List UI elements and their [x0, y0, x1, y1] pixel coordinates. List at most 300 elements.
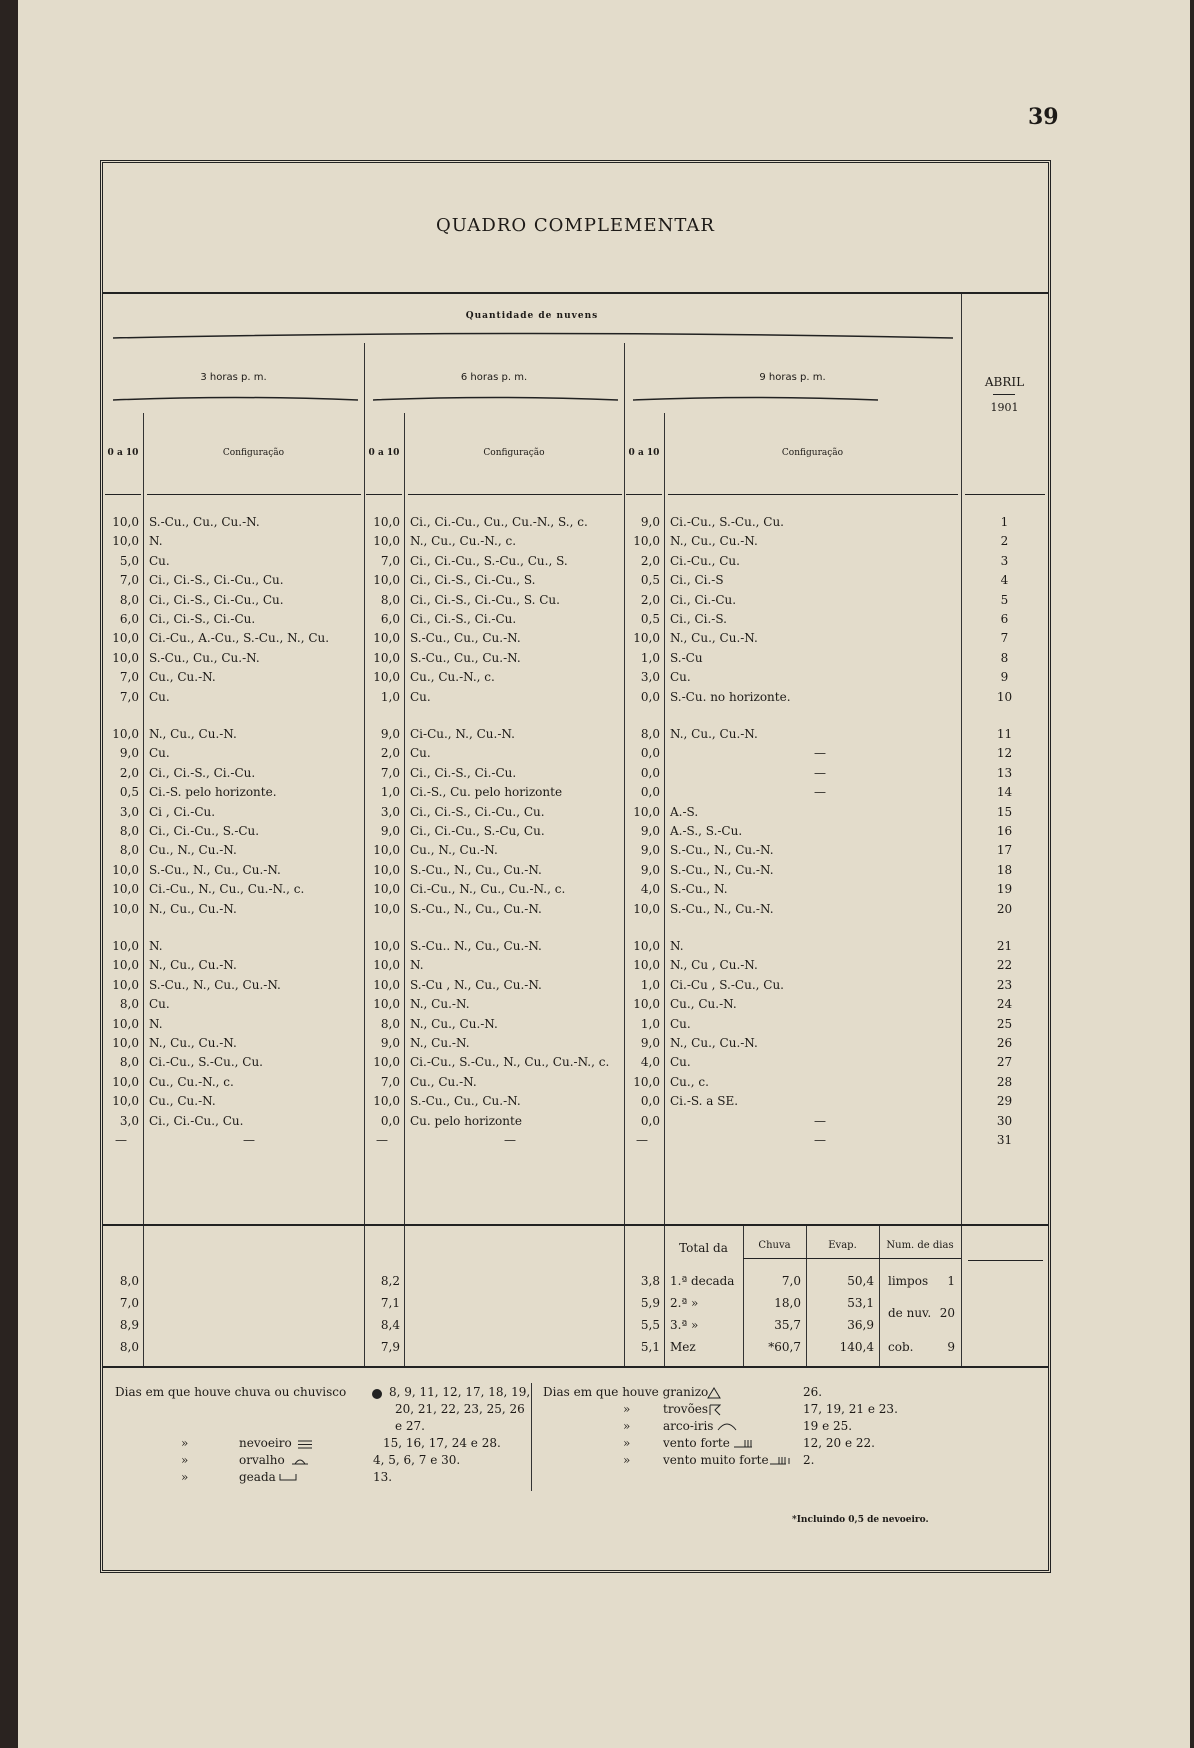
day-number: 11	[996, 727, 1013, 741]
config-6pm: Ci., Ci.-Cu., S.-Cu., Cu., S.	[410, 553, 568, 568]
period-3-underline	[633, 395, 878, 405]
scale-header-1: 0 a 10	[107, 448, 139, 458]
config-9pm: Ci.-Cu., S.-Cu., Cu.	[670, 515, 784, 529]
thunder-symbol-icon	[709, 1404, 721, 1416]
scale-header-3: 0 a 10	[628, 448, 660, 458]
config-3pm: S.-Cu., Cu., Cu.-N.	[149, 650, 260, 665]
amount-9pm: 4,0	[640, 1055, 660, 1070]
trovoes-label: trovões	[663, 1402, 709, 1416]
amount-3pm: 10,0	[112, 939, 139, 953]
config-9pm: S.-Cu., N., Cu.-N.	[670, 843, 774, 858]
day-number: 12	[996, 746, 1013, 761]
amount-9pm: 10,0	[633, 939, 660, 953]
day-number: 5	[1000, 592, 1009, 607]
chuva-days-1: 8, 9, 11, 12, 17, 18, 19,	[389, 1385, 531, 1399]
vento-forte-days: 12, 20 e 22.	[803, 1436, 875, 1450]
config-3pm: N., Cu., Cu.-N.	[149, 727, 237, 741]
amount-9pm: 0,0	[640, 765, 660, 780]
chuva-days-3: e 27.	[395, 1419, 425, 1433]
summary-evap: 140,4	[839, 1340, 874, 1354]
day-number: 10	[996, 689, 1013, 704]
config-6pm: N., Cu., Cu.-N.	[410, 1016, 498, 1031]
day-number: 21	[996, 939, 1013, 953]
config-3pm: N., Cu., Cu.-N.	[149, 1036, 237, 1050]
amount-9pm: 0,5	[640, 612, 660, 626]
day-number: 4	[1000, 573, 1009, 588]
cob-label: cob.	[888, 1340, 914, 1354]
amount-9pm: 10,0	[633, 997, 660, 1012]
amount-9pm: 9,0	[640, 1036, 660, 1050]
footnote: *Incluindo 0,5 de nevoeiro.	[792, 1515, 929, 1525]
config-3pm: Ci.-Cu., S.-Cu., Cu.	[149, 1055, 263, 1070]
summary-amount-3pm: 8,9	[119, 1318, 139, 1332]
config-3pm: Cu.	[149, 553, 170, 568]
config-3pm: Ci., Ci.-S., Ci.-Cu.	[149, 612, 256, 626]
config-3pm: Cu.	[149, 689, 170, 704]
amount-3pm: 8,0	[119, 824, 139, 838]
period-2-underline	[373, 395, 618, 405]
config-9pm: Ci.-S. a SE.	[670, 1094, 739, 1109]
day-number: 23	[996, 977, 1013, 992]
amount-3pm: 10,0	[112, 1074, 139, 1089]
config-6pm: S.-Cu., Cu., Cu.-N.	[410, 631, 521, 646]
config-6pm: Ci., Ci.-Cu., S.-Cu, Cu.	[410, 824, 545, 838]
config-9pm: Cu.	[670, 670, 691, 685]
config-9pm: —	[814, 765, 826, 780]
day-number: 28	[996, 1074, 1013, 1089]
rainbow-symbol-icon	[717, 1421, 737, 1431]
config-6pm: Ci., Ci.-S., Ci.-Cu., S. Cu.	[410, 592, 560, 607]
nevoeiro-label: nevoeiro	[239, 1436, 292, 1450]
arco-label: arco-iris	[663, 1419, 714, 1433]
amount-9pm: —	[636, 1133, 648, 1147]
month-header: ABRIL	[984, 375, 1025, 389]
config-9pm: A.-S., S.-Cu.	[670, 824, 743, 838]
amount-3pm: 10,0	[112, 958, 139, 973]
amount-6pm: 10,0	[373, 534, 400, 549]
vento-muito-days: 2.	[803, 1453, 815, 1467]
period-1-header: 3 horas p. m.	[200, 372, 267, 383]
config-3pm: S.-Cu., N., Cu., Cu.-N.	[149, 862, 281, 877]
config-6pm: Ci., Ci.-S., Ci.-Cu., S.	[410, 573, 536, 588]
granizo-days: 26.	[803, 1385, 823, 1399]
amount-9pm: 10,0	[633, 1074, 660, 1089]
ditto-3: »	[181, 1470, 189, 1484]
table-title: QUADRO COMPLEMENTAR	[436, 215, 715, 236]
amount-9pm: 9,0	[640, 824, 660, 838]
de-nuv-count: 20	[939, 1306, 955, 1320]
day-number: 6	[1000, 612, 1009, 626]
config-6pm: Ci., Ci.-S., Ci.-Cu., Cu.	[410, 804, 545, 819]
config-6pm: Cu. pelo horizonte	[410, 1113, 522, 1128]
day-number: 29	[996, 1094, 1013, 1109]
day-number: 14	[996, 785, 1013, 800]
amount-9pm: 0,0	[640, 1094, 660, 1109]
config-9pm: S.-Cu., N., Cu.-N.	[670, 862, 774, 877]
day-number: 16	[996, 824, 1013, 838]
amount-3pm: 10,0	[112, 1036, 139, 1050]
amount-6pm: 10,0	[373, 843, 400, 858]
amount-9pm: 4,0	[640, 882, 660, 897]
config-3pm: N.	[149, 939, 163, 953]
amount-3pm: 5,0	[119, 553, 139, 568]
num-dias-header: Num. de dias	[886, 1240, 954, 1251]
summary-amount-6pm: 7,9	[380, 1340, 400, 1354]
amount-9pm: 1,0	[640, 650, 660, 665]
config-6pm: Ci.-S., Cu. pelo horizonte	[410, 785, 563, 800]
rain-symbol-icon	[371, 1388, 383, 1400]
amount-6pm: 1,0	[380, 689, 400, 704]
config-9pm: Ci.-Cu., Cu.	[670, 553, 740, 568]
config-3pm: Cu., Cu.-N.	[149, 1094, 216, 1109]
amount-9pm: 9,0	[640, 843, 660, 858]
period-2-header: 6 horas p. m.	[460, 372, 528, 383]
day-number: 8	[1000, 650, 1009, 665]
strong-wind-symbol-icon	[733, 1438, 753, 1448]
arco-days: 19 e 25.	[803, 1419, 853, 1433]
config-6pm: S.-Cu., N., Cu., Cu.-N.	[410, 862, 542, 877]
amount-9pm: 10,0	[633, 631, 660, 646]
day-number: 2	[1000, 534, 1009, 549]
amount-6pm: 10,0	[373, 631, 400, 646]
config-9pm: N., Cu., Cu.-N.	[670, 1036, 758, 1050]
amount-6pm: 10,0	[373, 939, 400, 953]
summary-amount-3pm: 8,0	[119, 1274, 139, 1288]
summary-amount-9pm: 5,9	[640, 1296, 660, 1310]
amount-6pm: 7,0	[380, 553, 400, 568]
day-number: 26	[996, 1036, 1013, 1050]
amount-3pm: 9,0	[119, 746, 139, 761]
config-6pm: Ci.-Cu., S.-Cu., N., Cu., Cu.-N., c.	[410, 1055, 610, 1070]
amount-9pm: 0,0	[640, 1113, 660, 1128]
config-3pm: Cu.	[149, 746, 170, 761]
amount-3pm: 8,0	[119, 843, 139, 858]
summary-period-label: 1.ª decada	[670, 1274, 735, 1288]
config-3pm: N., Cu., Cu.-N.	[149, 958, 237, 973]
config-9pm: N.	[670, 939, 684, 953]
amount-3pm: —	[115, 1133, 127, 1147]
amount-9pm: 10,0	[633, 804, 660, 819]
config-3pm: N., Cu., Cu.-N.	[149, 901, 237, 916]
config-6pm: Ci.-Cu., N., Cu., Cu.-N., c.	[410, 882, 566, 897]
orvalho-label: orvalho	[239, 1453, 285, 1467]
config-6pm: Ci., Ci.-S., Ci.-Cu.	[410, 612, 517, 626]
summary-chuva: 35,7	[774, 1318, 801, 1332]
ditto-1: »	[181, 1436, 189, 1450]
amount-6pm: 9,0	[380, 1036, 400, 1050]
config-9pm: S.-Cu	[670, 650, 703, 665]
amount-6pm: 10,0	[373, 997, 400, 1012]
amount-3pm: 3,0	[119, 804, 139, 819]
config-9pm: S.-Cu., N.	[670, 882, 728, 897]
config-header-2: Configuração	[483, 448, 545, 458]
amount-6pm: 7,0	[380, 1074, 400, 1089]
config-3pm: Cu., Cu.-N., c.	[149, 1074, 234, 1089]
geada-label: geada	[239, 1470, 276, 1484]
amount-3pm: 3,0	[119, 1113, 139, 1128]
ditto-2: »	[181, 1453, 189, 1467]
chuva-header: Chuva	[758, 1240, 791, 1251]
config-9pm: —	[814, 1113, 826, 1128]
config-9pm: Ci., Ci.-S.	[670, 612, 727, 626]
config-9pm: Ci., Ci.-S	[670, 573, 724, 588]
vento-forte-label: vento forte	[663, 1436, 730, 1450]
scale-header-2: 0 a 10	[368, 448, 400, 458]
orvalho-days: 4, 5, 6, 7 e 30.	[373, 1453, 461, 1467]
config-9pm: Ci., Ci.-Cu.	[670, 592, 737, 607]
amount-9pm: 0,0	[640, 785, 660, 800]
config-3pm: Ci , Ci.-Cu.	[149, 804, 216, 819]
config-9pm: N., Cu., Cu.-N.	[670, 727, 758, 741]
amount-6pm: 8,0	[380, 592, 400, 607]
day-number: 7	[1000, 631, 1009, 646]
amount-6pm: 10,0	[373, 515, 400, 529]
ditto-6: »	[623, 1436, 631, 1450]
config-9pm: S.-Cu. no horizonte.	[670, 689, 791, 704]
day-number: 24	[996, 997, 1013, 1012]
dew-symbol-icon	[291, 1455, 309, 1465]
config-9pm: N., Cu , Cu.-N.	[670, 958, 758, 973]
summary-period-label: Mez	[670, 1340, 696, 1354]
amount-6pm: 10,0	[373, 882, 400, 897]
limpos-count: 1	[947, 1274, 955, 1288]
granizo-note-label: Dias em que houve granizo	[543, 1385, 709, 1399]
frost-symbol-icon	[279, 1472, 297, 1482]
amount-9pm: 0,0	[640, 689, 660, 704]
summary-evap: 53,1	[847, 1296, 874, 1310]
config-3pm: Ci., Ci.-Cu., Cu.	[149, 1113, 244, 1128]
summary-amount-6pm: 7,1	[380, 1296, 400, 1310]
nevoeiro-days: 15, 16, 17, 24 e 28.	[383, 1436, 501, 1450]
day-number: 3	[1000, 553, 1009, 568]
config-9pm: N., Cu., Cu.-N.	[670, 534, 758, 549]
config-9pm: Cu., Cu.-N.	[670, 997, 737, 1012]
config-6pm: S.-Cu , N., Cu., Cu.-N.	[410, 977, 542, 992]
amount-3pm: 10,0	[112, 862, 139, 877]
config-6pm: Ci., Ci.-Cu., Cu., Cu.-N., S., c.	[410, 515, 588, 529]
amount-3pm: 8,0	[119, 592, 139, 607]
summary-amount-3pm: 7,0	[119, 1296, 139, 1310]
amount-6pm: —	[376, 1133, 388, 1147]
ditto-7: »	[623, 1453, 631, 1467]
chuva-days-2: 20, 21, 22, 23, 25, 26	[395, 1402, 525, 1416]
summary-evap: 50,4	[847, 1274, 874, 1288]
quantidade-header: Quantidade de nuvens	[465, 311, 599, 321]
config-6pm: S.-Cu., Cu., Cu.-N.	[410, 650, 521, 665]
config-3pm: N.	[149, 1016, 163, 1031]
amount-6pm: 6,0	[380, 612, 400, 626]
config-6pm: Cu.	[410, 746, 431, 761]
amount-9pm: 8,0	[640, 727, 660, 741]
config-3pm: Ci.-Cu., A.-Cu., S.-Cu., N., Cu.	[149, 631, 330, 646]
config-3pm: Ci., Ci.-S., Ci.-Cu., Cu.	[149, 592, 284, 607]
trovoes-days: 17, 19, 21 e 23.	[803, 1402, 898, 1416]
amount-6pm: 10,0	[373, 573, 400, 588]
config-3pm: N.	[149, 534, 163, 549]
de-nuv-label: de nuv.	[888, 1306, 932, 1320]
amount-6pm: 10,0	[373, 1055, 400, 1070]
amount-3pm: 0,5	[119, 785, 139, 800]
summary-amount-9pm: 5,5	[640, 1318, 660, 1332]
config-6pm: S.-Cu.. N., Cu., Cu.-N.	[410, 939, 542, 953]
amount-6pm: 10,0	[373, 670, 400, 685]
summary-period-label: 2.ª »	[670, 1296, 699, 1310]
amount-3pm: 10,0	[112, 1016, 139, 1031]
day-number: 9	[1000, 670, 1009, 685]
document-page	[18, 0, 1190, 1748]
amount-3pm: 8,0	[119, 1055, 139, 1070]
config-6pm: Ci-Cu., N., Cu.-N.	[410, 727, 515, 741]
very-strong-wind-symbol-icon	[769, 1455, 793, 1465]
period-3-header: 9 horas p. m.	[759, 372, 826, 383]
amount-6pm: 9,0	[380, 824, 400, 838]
summary-amount-9pm: 5,1	[640, 1340, 660, 1354]
config-header-3: Configuração	[781, 448, 844, 458]
summary-period-label: 3.ª »	[670, 1318, 699, 1332]
amount-3pm: 10,0	[112, 1094, 139, 1109]
amount-9pm: 10,0	[633, 534, 660, 549]
amount-9pm: 3,0	[640, 670, 660, 685]
day-number: 17	[996, 843, 1013, 858]
amount-3pm: 7,0	[119, 689, 139, 704]
amount-6pm: 0,0	[380, 1113, 400, 1128]
config-3pm: S.-Cu., N., Cu., Cu.-N.	[149, 977, 281, 992]
config-6pm: Cu., N., Cu.-N.	[410, 843, 498, 858]
amount-6pm: 8,0	[380, 1016, 400, 1031]
amount-9pm: 10,0	[633, 901, 660, 916]
config-6pm: N.	[410, 958, 424, 973]
amount-3pm: 7,0	[119, 670, 139, 685]
amount-3pm: 10,0	[112, 631, 139, 646]
page-number: 39	[1028, 104, 1059, 130]
ditto-5: »	[623, 1419, 631, 1433]
cob-count: 9	[947, 1340, 955, 1354]
amount-3pm: 2,0	[119, 765, 139, 780]
summary-amount-9pm: 3,8	[640, 1274, 660, 1288]
amount-3pm: 10,0	[112, 882, 139, 897]
amount-3pm: 10,0	[112, 650, 139, 665]
summary-evap: 36,9	[847, 1318, 874, 1332]
amount-3pm: 7,0	[119, 573, 139, 588]
summary-amount-6pm: 8,4	[380, 1318, 400, 1332]
config-9pm: Ci.-Cu , S.-Cu., Cu.	[670, 977, 784, 992]
config-3pm: Ci.-S. pelo horizonte.	[149, 785, 277, 800]
day-number: 31	[996, 1133, 1013, 1147]
chuva-note-label: Dias em que houve chuva ou chuvisco	[115, 1385, 347, 1399]
config-6pm: N., Cu., Cu.-N., c.	[410, 534, 517, 549]
amount-3pm: 8,0	[119, 997, 139, 1012]
ditto-4: »	[623, 1402, 631, 1416]
config-3pm: Cu., Cu.-N.	[149, 670, 216, 685]
evap-header: Evap.	[828, 1240, 857, 1251]
day-number: 30	[996, 1113, 1013, 1128]
amount-9pm: 2,0	[640, 592, 660, 607]
amount-9pm: 1,0	[640, 977, 660, 992]
fog-symbol-icon	[298, 1440, 312, 1449]
quantidade-underline	[113, 331, 953, 345]
amount-6pm: 2,0	[380, 746, 400, 761]
config-9pm: S.-Cu., N., Cu.-N.	[670, 901, 774, 916]
config-9pm: —	[814, 746, 826, 761]
amount-3pm: 10,0	[112, 977, 139, 992]
day-number: 20	[996, 901, 1013, 916]
day-number: 22	[996, 958, 1013, 973]
config-3pm: Ci., Ci.-S., Ci.-Cu.	[149, 765, 256, 780]
day-number: 18	[996, 862, 1013, 877]
config-9pm: —	[814, 1133, 826, 1147]
amount-6pm: 10,0	[373, 650, 400, 665]
day-number: 25	[996, 1016, 1013, 1031]
config-3pm: Ci., Ci.-Cu., S.-Cu.	[149, 824, 260, 838]
summary-chuva: *60,7	[768, 1340, 801, 1354]
amount-9pm: 0,5	[640, 573, 660, 588]
amount-6pm: 9,0	[380, 727, 400, 741]
config-6pm: S.-Cu., N., Cu., Cu.-N.	[410, 901, 542, 916]
day-number: 27	[996, 1055, 1013, 1070]
config-3pm: Ci., Ci.-S., Ci.-Cu., Cu.	[149, 573, 284, 588]
config-3pm: S.-Cu., Cu., Cu.-N.	[149, 515, 260, 529]
day-number: 13	[996, 765, 1013, 780]
amount-9pm: 10,0	[633, 958, 660, 973]
amount-9pm: 1,0	[640, 1016, 660, 1031]
day-number: 15	[996, 804, 1013, 819]
amount-9pm: 0,0	[640, 746, 660, 761]
summary-chuva: 7,0	[781, 1274, 801, 1288]
amount-3pm: 10,0	[112, 515, 139, 529]
amount-3pm: 10,0	[112, 901, 139, 916]
config-6pm: Cu., Cu.-N.	[410, 1074, 477, 1089]
vento-muito-label: vento muito forte	[663, 1453, 769, 1467]
amount-3pm: 10,0	[112, 534, 139, 549]
config-6pm: —	[504, 1133, 516, 1147]
period-1-underline	[113, 395, 358, 405]
config-6pm: Ci., Ci.-S., Ci.-Cu.	[410, 765, 517, 780]
amount-6pm: 10,0	[373, 1094, 400, 1109]
total-da-header: Total da	[679, 1241, 728, 1255]
limpos-label: limpos	[888, 1274, 929, 1288]
config-3pm: Cu., N., Cu.-N.	[149, 843, 237, 858]
config-9pm: Cu., c.	[670, 1074, 709, 1089]
amount-3pm: 10,0	[112, 727, 139, 741]
amount-6pm: 10,0	[373, 901, 400, 916]
config-6pm: S.-Cu., Cu., Cu.-N.	[410, 1094, 521, 1109]
summary-amount-6pm: 8,2	[380, 1274, 400, 1288]
config-6pm: N., Cu.-N.	[410, 997, 470, 1012]
config-3pm: —	[243, 1133, 255, 1147]
config-6pm: N., Cu.-N.	[410, 1036, 470, 1050]
config-header-1: Configuração	[222, 448, 285, 458]
amount-9pm: 2,0	[640, 553, 660, 568]
config-9pm: Cu.	[670, 1055, 691, 1070]
day-number: 1	[1000, 515, 1009, 529]
amount-6pm: 10,0	[373, 958, 400, 973]
geada-days: 13.	[373, 1470, 393, 1484]
amount-6pm: 1,0	[380, 785, 400, 800]
day-number: 19	[996, 882, 1013, 897]
summary-chuva: 18,0	[774, 1296, 801, 1310]
amount-6pm: 10,0	[373, 977, 400, 992]
amount-6pm: 7,0	[380, 765, 400, 780]
config-9pm: A.-S.	[670, 804, 699, 819]
amount-9pm: 9,0	[640, 862, 660, 877]
config-9pm: N., Cu., Cu.-N.	[670, 631, 758, 646]
config-6pm: Cu., Cu.-N., c.	[410, 670, 495, 685]
config-3pm: Ci.-Cu., N., Cu., Cu.-N., c.	[149, 882, 305, 897]
hail-symbol-icon	[707, 1387, 721, 1399]
summary-amount-3pm: 8,0	[119, 1340, 139, 1354]
config-3pm: Cu.	[149, 997, 170, 1012]
amount-6pm: 3,0	[380, 804, 400, 819]
